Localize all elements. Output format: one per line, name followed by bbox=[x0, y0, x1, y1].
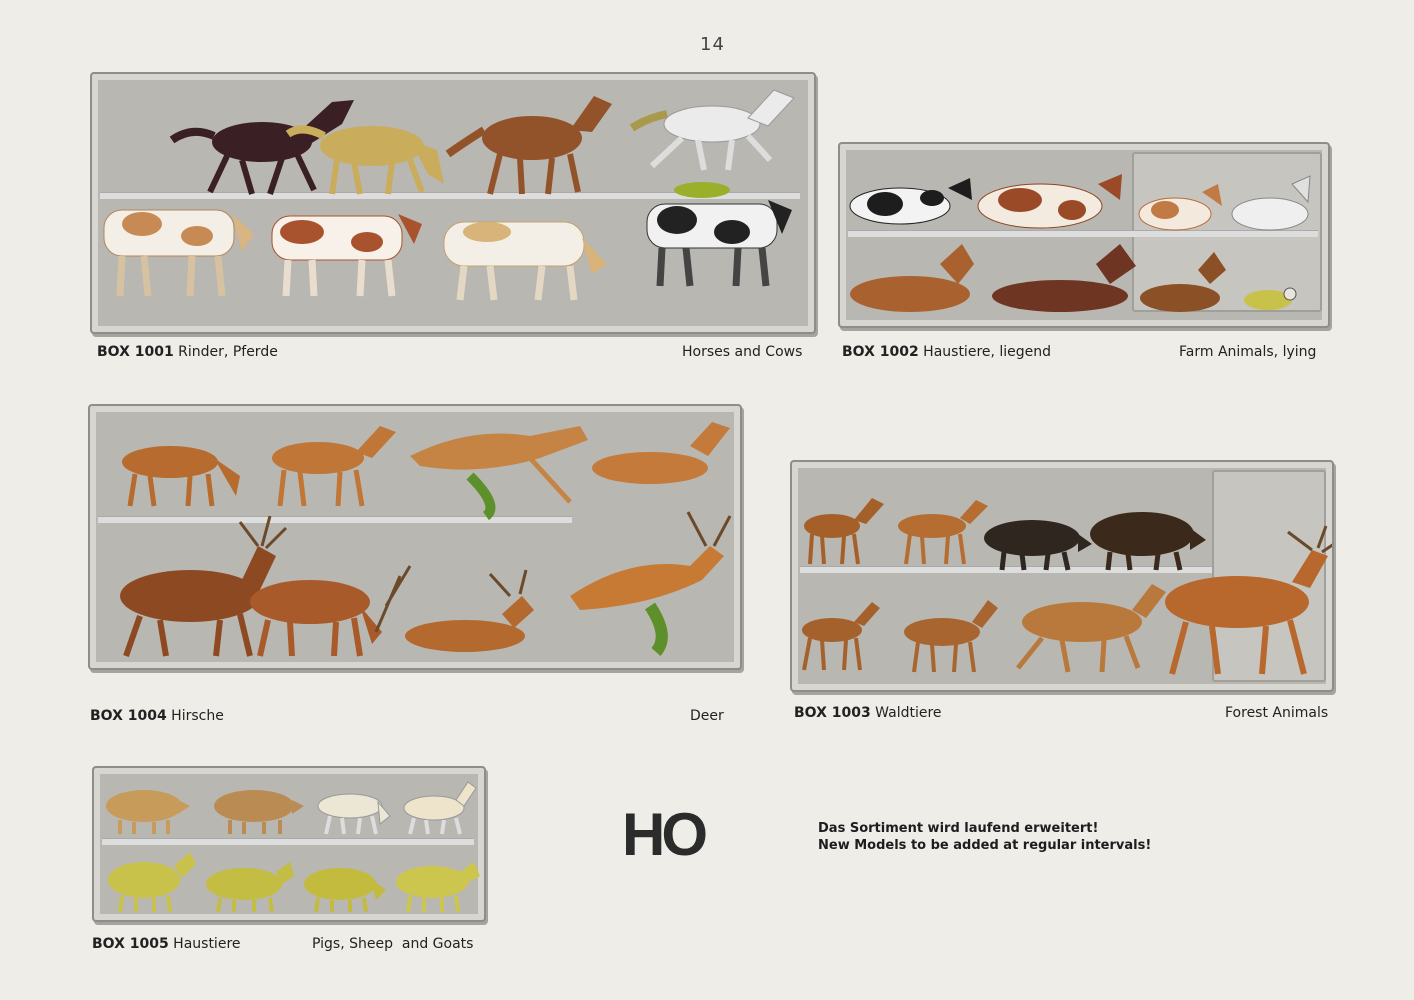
box-title-en: Pigs, Sheep and Goats bbox=[312, 936, 474, 952]
box-1003-image bbox=[790, 460, 1334, 692]
stag-lying-figure bbox=[405, 570, 534, 652]
fawn-figure bbox=[802, 602, 880, 670]
box-1001-caption bbox=[97, 344, 278, 360]
box-1002-figures bbox=[840, 144, 1328, 326]
stag-grazing-figure bbox=[250, 566, 410, 656]
box-1001-image bbox=[90, 72, 816, 334]
roe-deer-figure bbox=[804, 498, 884, 564]
note-german: Das Sortiment wird laufend erweitert! bbox=[818, 821, 1099, 836]
sheep-figure bbox=[396, 862, 480, 912]
sheep-figure bbox=[206, 862, 294, 912]
page-number: 14 bbox=[700, 34, 725, 55]
horse-figure bbox=[632, 90, 794, 198]
leaping-doe-figure bbox=[410, 426, 588, 516]
box-title-en: Horses and Cows bbox=[682, 344, 803, 360]
sheep-figure bbox=[304, 868, 386, 912]
box-id: BOX 1003 bbox=[794, 705, 871, 721]
box-id: BOX 1002 bbox=[842, 344, 919, 360]
note-english: New Models to be added at regular intervals! bbox=[818, 838, 1152, 853]
cow-figure bbox=[444, 222, 607, 300]
sheep-figure bbox=[108, 852, 196, 912]
leaping-stag-figure bbox=[570, 512, 730, 652]
doe-lying-figure bbox=[592, 422, 730, 484]
box-title-en: Forest Animals bbox=[1225, 705, 1329, 721]
foal-lying-figure bbox=[1140, 252, 1226, 312]
box-title-en: Farm Animals, lying bbox=[1179, 344, 1317, 360]
box-title-de: Hirsche bbox=[171, 708, 224, 724]
calf-lying-figure bbox=[1139, 184, 1222, 230]
box-1005-caption bbox=[92, 936, 241, 952]
goat-figure bbox=[318, 794, 390, 834]
box-title-en: Deer bbox=[690, 708, 724, 724]
wild-boar-figure bbox=[1090, 512, 1206, 570]
cow-figure bbox=[272, 214, 422, 296]
goat-figure bbox=[404, 782, 476, 834]
pig-figure bbox=[106, 790, 190, 834]
wild-boar-figure bbox=[984, 520, 1092, 570]
box-1004-caption bbox=[90, 708, 224, 724]
cow-figure bbox=[104, 210, 254, 296]
box-title-de: Rinder, Pferde bbox=[178, 344, 278, 360]
cow-figure bbox=[647, 200, 792, 286]
box-title-de: Haustiere bbox=[173, 936, 241, 952]
doe-figure bbox=[272, 426, 396, 506]
cow-lying-figure bbox=[850, 178, 972, 224]
box-title-de: Haustiere, liegend bbox=[923, 344, 1052, 360]
box-id: BOX 1004 bbox=[90, 708, 167, 724]
box-1003-caption bbox=[794, 705, 942, 721]
box-title-de: Waldtiere bbox=[875, 705, 942, 721]
horse-figure bbox=[448, 96, 612, 194]
box-1005-figures bbox=[94, 768, 484, 920]
box-1004-image bbox=[88, 404, 742, 670]
box-1003-figures bbox=[792, 462, 1332, 690]
box-1002-image bbox=[838, 142, 1330, 328]
box-id: BOX 1005 bbox=[92, 936, 169, 952]
box-1005-image bbox=[92, 766, 486, 922]
pig-figure bbox=[214, 790, 304, 834]
scale-label: HO bbox=[622, 801, 704, 868]
box-1001-figures bbox=[92, 74, 814, 332]
doe-figure bbox=[122, 446, 240, 506]
box-id: BOX 1001 bbox=[97, 344, 174, 360]
horse-lying-figure bbox=[992, 244, 1136, 312]
roe-buck-figure bbox=[904, 600, 998, 672]
box-1004-figures bbox=[90, 406, 740, 668]
roe-deer-figure bbox=[898, 500, 988, 564]
goat-lying-figure bbox=[1232, 176, 1310, 230]
stag-figure bbox=[120, 516, 286, 656]
box-1002-caption bbox=[842, 344, 1051, 360]
fallow-deer-figure bbox=[1018, 584, 1166, 672]
lamb-lying-figure bbox=[1244, 288, 1296, 310]
cow-lying-figure bbox=[978, 174, 1122, 228]
horse-lying-figure bbox=[850, 244, 974, 312]
